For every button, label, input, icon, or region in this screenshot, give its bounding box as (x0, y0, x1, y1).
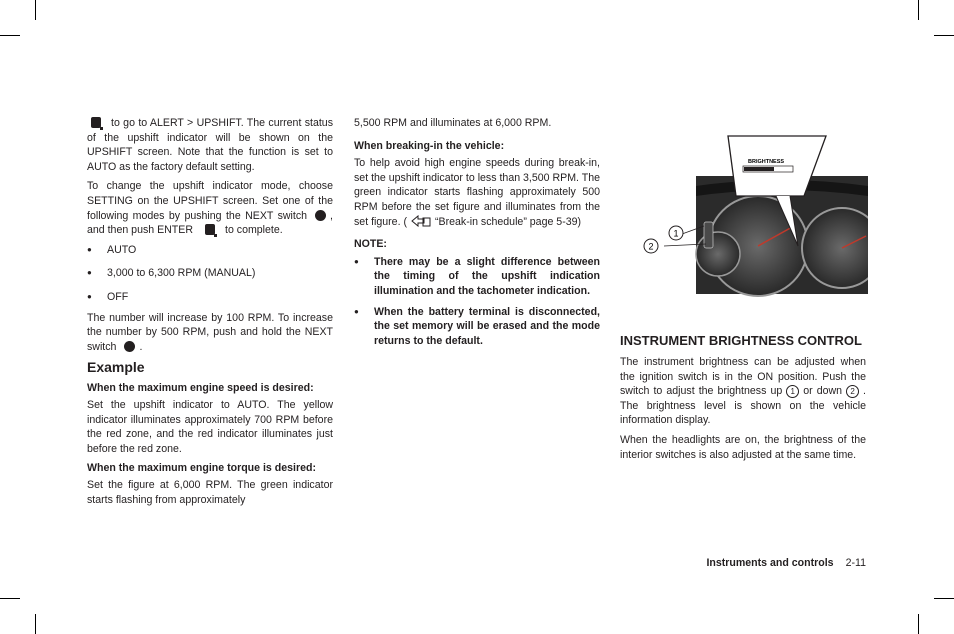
enter-switch-icon (205, 224, 215, 235)
breakin-heading: When breaking-in the vehicle: (354, 139, 505, 152)
crop-mark (918, 0, 919, 20)
instrument-cluster-figure (636, 114, 868, 304)
next-switch-icon (124, 341, 135, 352)
list-item: ● There may be a slight difference between the timing of the upshift indication illumination and the tachometer indication. (354, 255, 600, 299)
list-item: ● OFF (87, 290, 333, 305)
page-number: 2-11 (845, 557, 866, 569)
paragraph-breakin: To help avoid high engine speeds during break-in, set the upshift indicator to less than 3,500 RPM. The green indicator starts flashing approximately 500 RPM before the set figure and illuminates from the set figure. ( “Break-in schedule” page 5-39) (354, 157, 600, 228)
crop-mark (35, 614, 36, 634)
paragraph-continued: 5,500 RPM and illuminates at 6,000 RPM. (354, 117, 552, 129)
paragraph-current-status: to go to ALERT > UPSHIFT. The current status of the upshift indicator will be shown on the UPSHIFT screen. Note that the function is set to AUTO as the factory default setting. (87, 117, 333, 173)
section-title: INSTRUMENT BRIGHTNESS CONTROL (620, 333, 862, 348)
crop-mark (934, 35, 954, 36)
paragraph-max-torque: Set the figure at 6,000 RPM. The green indicator starts flashing from approximately (87, 479, 333, 506)
crop-mark (35, 0, 36, 20)
small-gauge (696, 232, 740, 276)
next-switch-icon (315, 210, 326, 221)
callout-2-ref: 2 (846, 385, 859, 398)
enter-switch-icon (91, 117, 101, 128)
sub-heading-max-torque: When the maximum engine torque is desired: (87, 462, 316, 475)
callout-2: 2 (648, 241, 654, 252)
page-footer (706, 557, 866, 569)
footer-section-name: Instruments and controls (706, 557, 834, 569)
brightness-level-fill (744, 167, 774, 171)
paragraph-increase: The number will increase by 100 RPM. To increase the number by 500 RPM, push and hold the NEXT switch . (87, 311, 333, 353)
crop-mark (0, 598, 20, 599)
list-item: ● When the battery terminal is disconnected, the set memory will be erased and the mode returns to the default. (354, 305, 600, 349)
note-label: NOTE: (354, 238, 387, 251)
paragraph-max-speed: Set the upshift indicator to AUTO. The yellow indicator illuminates approximately 700 RPM before the red zone, and the red indicator illuminates just before the red zone. (87, 398, 333, 455)
column-middle (354, 116, 600, 354)
display-label: BRIGHTNESS (748, 159, 785, 165)
list-item: ● 3,000 to 6,300 RPM (MANUAL) (87, 266, 333, 281)
column-left (87, 116, 333, 512)
column-right (620, 333, 866, 467)
crop-mark (918, 614, 919, 634)
reference-arrow-icon (411, 215, 431, 227)
example-heading: Example (87, 359, 145, 376)
mode-list (87, 243, 333, 305)
list-item: ● AUTO (87, 243, 333, 258)
callout-1-ref: 1 (786, 385, 799, 398)
note-list (354, 255, 600, 349)
paragraph-headlights: When the headlights are on, the brightness of the interior switches is also adjusted at the same time. (620, 433, 866, 461)
callout-1: 1 (673, 228, 679, 239)
crop-mark (0, 35, 20, 36)
paragraph-brightness: The instrument brightness can be adjusted when the ignition switch is in the ON position. Push the switch to adjust the brightness up 1 or down 2 . The brightness level is shown on the vehicle information display. (620, 356, 866, 427)
sub-heading-max-speed: When the maximum engine speed is desired: (87, 381, 314, 394)
crop-mark (934, 598, 954, 599)
paragraph-change-mode: To change the upshift indicator mode, choose SETTING on the UPSHIFT screen. Set one of the following modes by pushing the NEXT switch , and then push ENTER to complete. (87, 180, 333, 237)
